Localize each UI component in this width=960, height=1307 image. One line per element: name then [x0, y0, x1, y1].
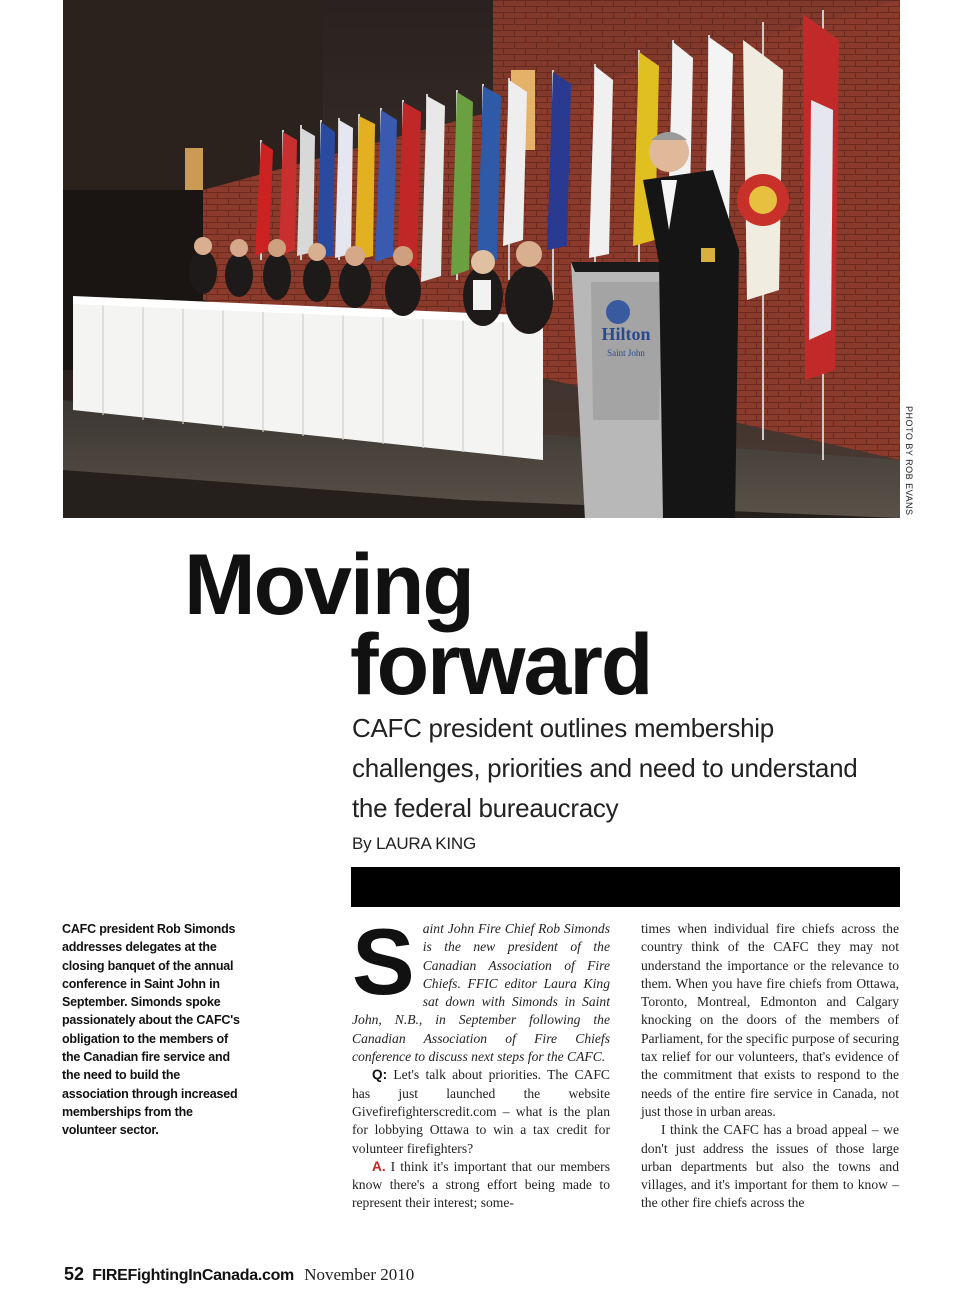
- photo-credit-text: PHOTO BY ROB EVANS: [904, 406, 914, 516]
- answer-paragraph: [352, 1158, 610, 1213]
- banquet-photo: [63, 0, 900, 518]
- footer-website: FIREFightingInCanada.com: [92, 1267, 294, 1284]
- body-paragraph-continued: times when individual fire chiefs across the country think of the CAFC they may not understand the importance or the relevance to them. When you have fire chiefs from Ottawa, Toronto, Montreal, Edmonton and Calgary knocking on the doors of the members of Parliament, for the specific purpose of securing tax relief for our volunteers, that's evidence of the commitment that exists to respond to the needs of the entire fire service in Canada, not just those in urban areas.: [641, 921, 899, 1119]
- answer-text: I think it's important that our members know there's a strong effort being made to represent their interest; some-: [352, 1158, 610, 1211]
- black-rule-bar: [351, 867, 900, 907]
- byline: By LAURA KING: [352, 834, 476, 853]
- photo-credit: [902, 408, 916, 520]
- podium-saint-john-text: Saint John: [607, 348, 645, 358]
- page-number: 52: [64, 1264, 85, 1284]
- body-column-1: [352, 909, 610, 1213]
- body-paragraph: I think the CAFC has a broad appeal – we don't just address the issues of those large urban departments but also the towns and villages, and it's important for them to know – the other fire chiefs across the: [641, 1122, 899, 1211]
- lead-paragraph: aint John Fire Chief Rob Simonds is the new president of the Canadian Association of Fire Chiefs. FFIC editor Laura King sat down with Simonds in Saint John, N.B., in September following the Canadian Association of Fire Chiefs conference to discuss next steps for the CAFC.: [352, 921, 610, 1065]
- body-column-2: [641, 920, 899, 1213]
- deck-subtitle: CAFC president outlines membership challenges, priorities and need to understand the federal bureaucracy: [352, 713, 858, 823]
- question-paragraph: [352, 1066, 610, 1157]
- question-text: Let's talk about priorities. The CAFC has just launched the website Givefirefighterscredit.com – what is the plan for lobbying Ottawa to win a tax credit for volunteer firefighters?: [352, 1067, 610, 1156]
- answer-label: A.: [372, 1158, 386, 1174]
- footer-issue-date: November 2010: [304, 1265, 415, 1284]
- question-label: Q:: [372, 1067, 388, 1083]
- drop-cap: S: [352, 909, 415, 1014]
- page-footer: [64, 1264, 414, 1285]
- podium-hilton-text: Hilton: [601, 324, 651, 344]
- photo-caption: CAFC president Rob Simonds addresses delegates at the closing banquet of the annual conference in Saint John in September. Simonds spoke passionately about the CAFC's obligation to the members of the Canadian fire service and the need to build the association through increased memberships from the volunteer sector.: [62, 922, 240, 1138]
- headline-line-2: forward: [350, 617, 652, 713]
- headline-line-1: Moving: [184, 537, 473, 633]
